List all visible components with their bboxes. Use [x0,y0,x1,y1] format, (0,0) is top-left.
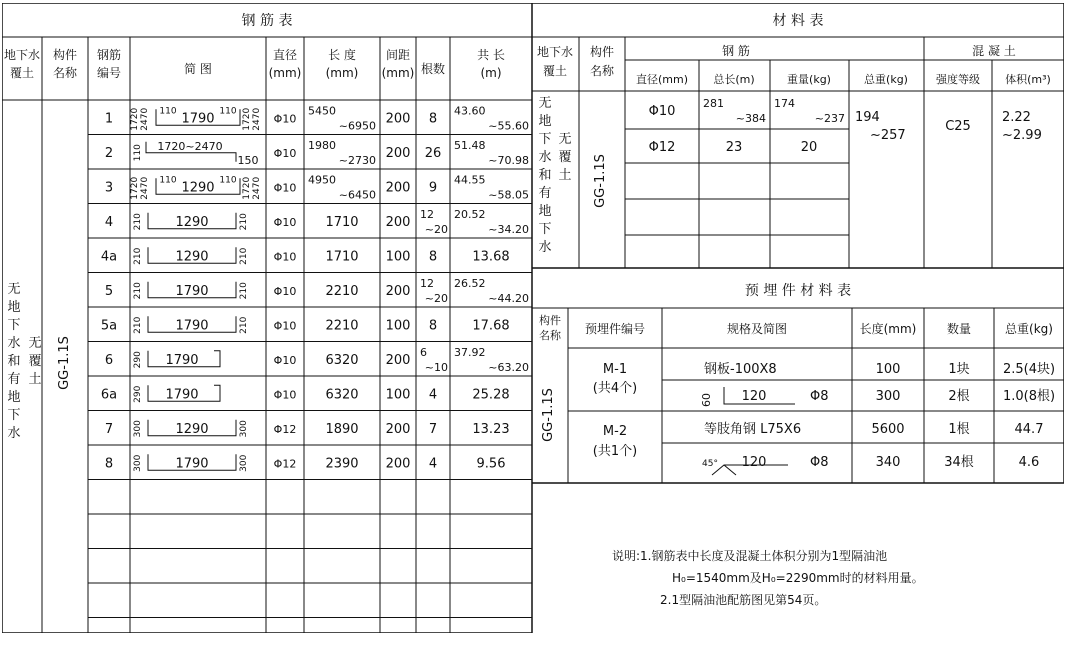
notes-block [612,545,1052,611]
mat-groundwater-label: 无地下水和有地下水 [538,96,552,255]
header-bar: 钢筋 [96,48,122,62]
emb-qty: 1根 [948,422,970,437]
bar-spacing: 200 [385,421,411,437]
bar-dim: 2470 [140,176,150,200]
header-bar-no: 编号 [96,66,122,80]
bar-dim: 210 [239,247,249,265]
mat-diameter: Φ12 [648,140,676,155]
bar-spacing: 200 [385,352,411,368]
bar-spacing: 200 [385,214,411,230]
bar-length: 1710 [325,249,359,265]
bar-total: 44.55 [454,173,486,187]
emb-weight: 44.7 [1014,422,1044,437]
header-member: 构件 [52,48,78,62]
bar-length: 1980 [308,138,336,152]
bar-count: 8 [428,111,438,127]
emb-header-part-no: 预埋件编号 [584,322,646,336]
bar-count: 8 [428,249,438,265]
bar-diameter: Φ10 [273,112,297,126]
header-diameter: 直径 [272,48,298,62]
mat-total-weight-range: ~257 [870,128,906,143]
mat-header-grade: 强度等级 [936,73,980,86]
bar-spacing: 200 [385,283,411,299]
header-diagram: 简 图 [184,62,212,76]
bar-dim: 210 [133,213,143,231]
bar-dim: 2470 [140,107,150,131]
header-spacing: 间距 [385,48,411,62]
bar-spacing: 100 [385,249,411,265]
emb-header-member: 构件 [539,314,561,327]
header-groundwater: 地下水 [3,48,41,62]
emb-part-m2: M-2 [602,424,628,439]
mat-header-weight: 重量(kg) [787,73,831,86]
emb-weight: 1.0(8根) [1002,389,1056,404]
bar-length: 2210 [325,318,359,334]
emb-part-m1: M-1 [602,362,628,377]
bar-count-range: ~20 [424,222,448,236]
bar-diameter: Φ10 [273,215,297,229]
bar-dim: 290 [133,385,143,403]
bar-total-range: ~70.98 [488,153,529,167]
emb-header-total-weight: 总重(kg) [1005,322,1053,336]
bar-total: 37.92 [454,345,486,359]
bar-total: 13.23 [472,421,510,437]
mat-header-groundwater: 地下水 [536,45,574,59]
bar-spacing: 100 [385,387,411,403]
bar-main-dim: 1790 [175,283,209,299]
mat-member-name: GG-1.1S [593,154,608,208]
bar-dim: 300 [133,454,143,472]
bar-number: 7 [104,421,114,437]
mat-header-total-length: 总长(m) [713,73,755,86]
material-table-title: 材 料 表 [772,13,824,29]
bar-dim: 1720 [130,176,140,200]
emb-qty: 1块 [948,362,970,377]
emb-spec-plate: 钢板-100X8 [704,362,777,377]
bar-total: 51.48 [454,138,486,152]
bar-dim: 290 [133,351,143,369]
bar-diameter: Φ10 [273,388,297,402]
bar-number: 4a [100,249,118,265]
bar-length: 5450 [308,104,336,118]
mat-cover-label: 无覆土 [558,132,572,183]
rebar-table-title: 钢 筋 表 [241,13,293,29]
bar-count: 8 [428,318,438,334]
bar-main-dim: 1290 [175,249,209,265]
emb-bar-length: 120 [741,389,767,404]
mat-length-range: ~384 [735,112,766,125]
mat-length: 281 [703,97,724,110]
bar-total: 43.60 [454,104,486,118]
mat-header-concrete: 混 凝 土 [972,44,1016,58]
bar-dim: 1720 [130,107,140,131]
bar-total: 9.56 [476,456,506,472]
emb-part-m1-count: (共4个) [592,381,638,396]
mat-volume-range: ~2.99 [1002,128,1042,143]
bar-length: 1890 [325,421,359,437]
bar-main-dim: 1790 [165,352,199,368]
bar-total: 20.52 [454,207,486,221]
mat-total-weight: 194 [855,110,880,125]
header-member-name: 名称 [52,66,78,80]
mat-header-member: 构件 [589,45,615,59]
emb-qty: 34根 [944,455,974,470]
bar-dim: 110 [219,175,237,186]
groundwater-label: 无地下水和有地下水 [7,282,21,441]
bar-main-dim: 1790 [165,387,199,403]
bar-number: 3 [104,180,114,196]
mat-concrete-grade: C25 [945,119,971,134]
emb-bar-dim: 60 [700,393,713,407]
bar-total: 26.52 [454,276,486,290]
bar-count-range: ~10 [424,360,448,374]
bar-dim: 110 [219,106,237,117]
bar-dim: 2470 [252,176,262,200]
emb-part-m2-count: (共1个) [592,444,638,459]
mat-weight: 174 [774,97,795,110]
bar-total-range: ~55.60 [488,119,529,133]
bar-length-range: ~6950 [338,119,376,133]
note-line-1: 说明:1.钢筋表中长度及混凝土体积分别为1型隔油池 [612,549,888,563]
header-diameter-unit: (mm) [268,66,302,80]
bar-diameter: Φ12 [273,457,297,471]
bar-length: 1710 [325,214,359,230]
note-line-2: H₀=1540mm及H₀=2290mm时的材料用量。 [672,571,924,585]
bar-diameter: Φ10 [273,146,297,160]
mat-header-steel: 钢 筋 [722,44,750,58]
bar-number: 4 [104,214,114,230]
emb-weight: 4.6 [1018,455,1040,470]
emb-header-member-name: 名称 [539,329,561,342]
bar-spacing: 100 [385,318,411,334]
bar-length: 4950 [308,173,336,187]
header-total: 共 长 [477,48,505,62]
emb-header-qty: 数量 [946,322,972,336]
bar-dim: 150 [237,153,259,167]
emb-length: 100 [875,362,901,377]
bar-count-range: ~20 [424,291,448,305]
bar-dim: 110 [159,106,177,117]
mat-header-diameter: 直径(mm) [635,73,689,86]
mat-header-volume: 体积(m³) [1005,73,1051,86]
bar-total-range: ~58.05 [488,188,529,202]
bar-length-range: ~2730 [338,153,376,167]
bar-total-range: ~63.20 [488,360,529,374]
bar-number: 2 [104,145,114,161]
bar-length: 2390 [325,456,359,472]
header-length: 长 度 [328,48,356,62]
bar-count: 7 [428,421,438,437]
bar-length: 6320 [325,352,359,368]
bar-diameter: Φ10 [273,284,297,298]
bar-dim: 210 [239,213,249,231]
bar-number: 5a [100,318,118,334]
bar-main-dim: 1720~2470 [157,139,223,153]
emb-length: 5600 [871,422,905,437]
bar-spacing: 200 [385,111,411,127]
bar-diameter: Φ12 [273,422,297,436]
emb-bend-angle: 45° [702,459,718,469]
bar-length: 6320 [325,387,359,403]
header-cover: 覆土 [9,66,35,80]
bar-number: 1 [104,111,114,127]
bar-count: 12 [420,207,434,221]
emb-bar-diameter: Φ8 [810,389,829,404]
note-line-3: 2.1型隔油池配筋图见第54页。 [660,593,827,607]
bar-count: 12 [420,276,434,290]
bar-dim: 210 [239,316,249,334]
bar-number: 6 [104,352,114,368]
emb-member-name: GG-1.1S [541,388,556,442]
mat-weight-range: ~237 [814,112,845,125]
header-spacing-unit: (mm) [381,66,415,80]
bar-dim: 1720 [242,107,252,131]
bar-count: 4 [428,387,438,403]
bar-dim: 300 [239,454,249,472]
emb-bar-length: 120 [741,455,767,470]
bar-dim: 210 [239,282,249,300]
bar-count: 9 [428,180,438,196]
bar-dim: 300 [239,420,249,438]
bar-main-dim: 1290 [181,180,215,196]
bar-diameter: Φ10 [273,353,297,367]
mat-weight: 20 [800,140,818,155]
bar-main-dim: 1290 [175,214,209,230]
bar-total: 25.28 [472,387,510,403]
mat-header-member-name: 名称 [589,64,615,78]
emb-length: 300 [875,389,901,404]
emb-spec-angle: 等肢角钢 L75X6 [704,422,802,437]
mat-length: 23 [725,140,743,155]
emb-weight: 2.5(4块) [1002,362,1056,377]
bar-dim: 110 [133,144,143,162]
emb-qty: 2根 [948,389,970,404]
bar-main-dim: 1790 [181,111,215,127]
mat-header-total-weight: 总重(kg) [864,73,908,86]
bar-main-dim: 1790 [175,456,209,472]
bar-dim: 210 [133,316,143,334]
bar-diameter: Φ10 [273,250,297,264]
mat-header-cover: 覆土 [542,64,568,78]
bar-length: 2210 [325,283,359,299]
bar-spacing: 200 [385,456,411,472]
mat-volume: 2.22 [1002,110,1031,125]
member-name-label: GG-1.1S [57,336,72,390]
bar-diameter: Φ10 [273,181,297,195]
emb-bar-diameter: Φ8 [810,455,829,470]
bar-count: 6 [420,345,427,359]
bar-length-range: ~6450 [338,188,376,202]
emb-length: 340 [875,455,901,470]
bar-number: 5 [104,283,114,299]
bar-spacing: 200 [385,180,411,196]
bar-dim: 1720 [242,176,252,200]
bar-total-range: ~44.20 [488,291,529,305]
cover-label: 无覆土 [28,336,42,387]
emb-header-length: 长度(mm) [859,322,917,336]
header-total-unit: (m) [480,66,502,80]
bar-main-dim: 1290 [175,421,209,437]
bar-dim: 110 [159,175,177,186]
header-length-unit: (mm) [325,66,359,80]
bar-number: 6a [100,387,118,403]
emb-header-spec: 规格及简图 [726,322,788,336]
bar-diameter: Φ10 [273,319,297,333]
bar-number: 8 [104,456,114,472]
bar-count: 4 [428,456,438,472]
bar-total-range: ~34.20 [488,222,529,236]
header-count: 根数 [420,62,446,76]
bar-count: 26 [424,145,442,161]
bar-dim: 210 [133,247,143,265]
bar-dim: 300 [133,420,143,438]
bar-total: 17.68 [472,318,510,334]
bar-dim: 210 [133,282,143,300]
bar-spacing: 200 [385,145,411,161]
tables-drawing [2,3,1064,633]
bar-main-dim: 1790 [175,318,209,334]
embedded-table-title: 预 埋 件 材 料 表 [744,283,852,299]
bar-total: 13.68 [472,249,510,265]
mat-diameter: Φ10 [648,104,676,119]
bar-dim: 2470 [252,107,262,131]
